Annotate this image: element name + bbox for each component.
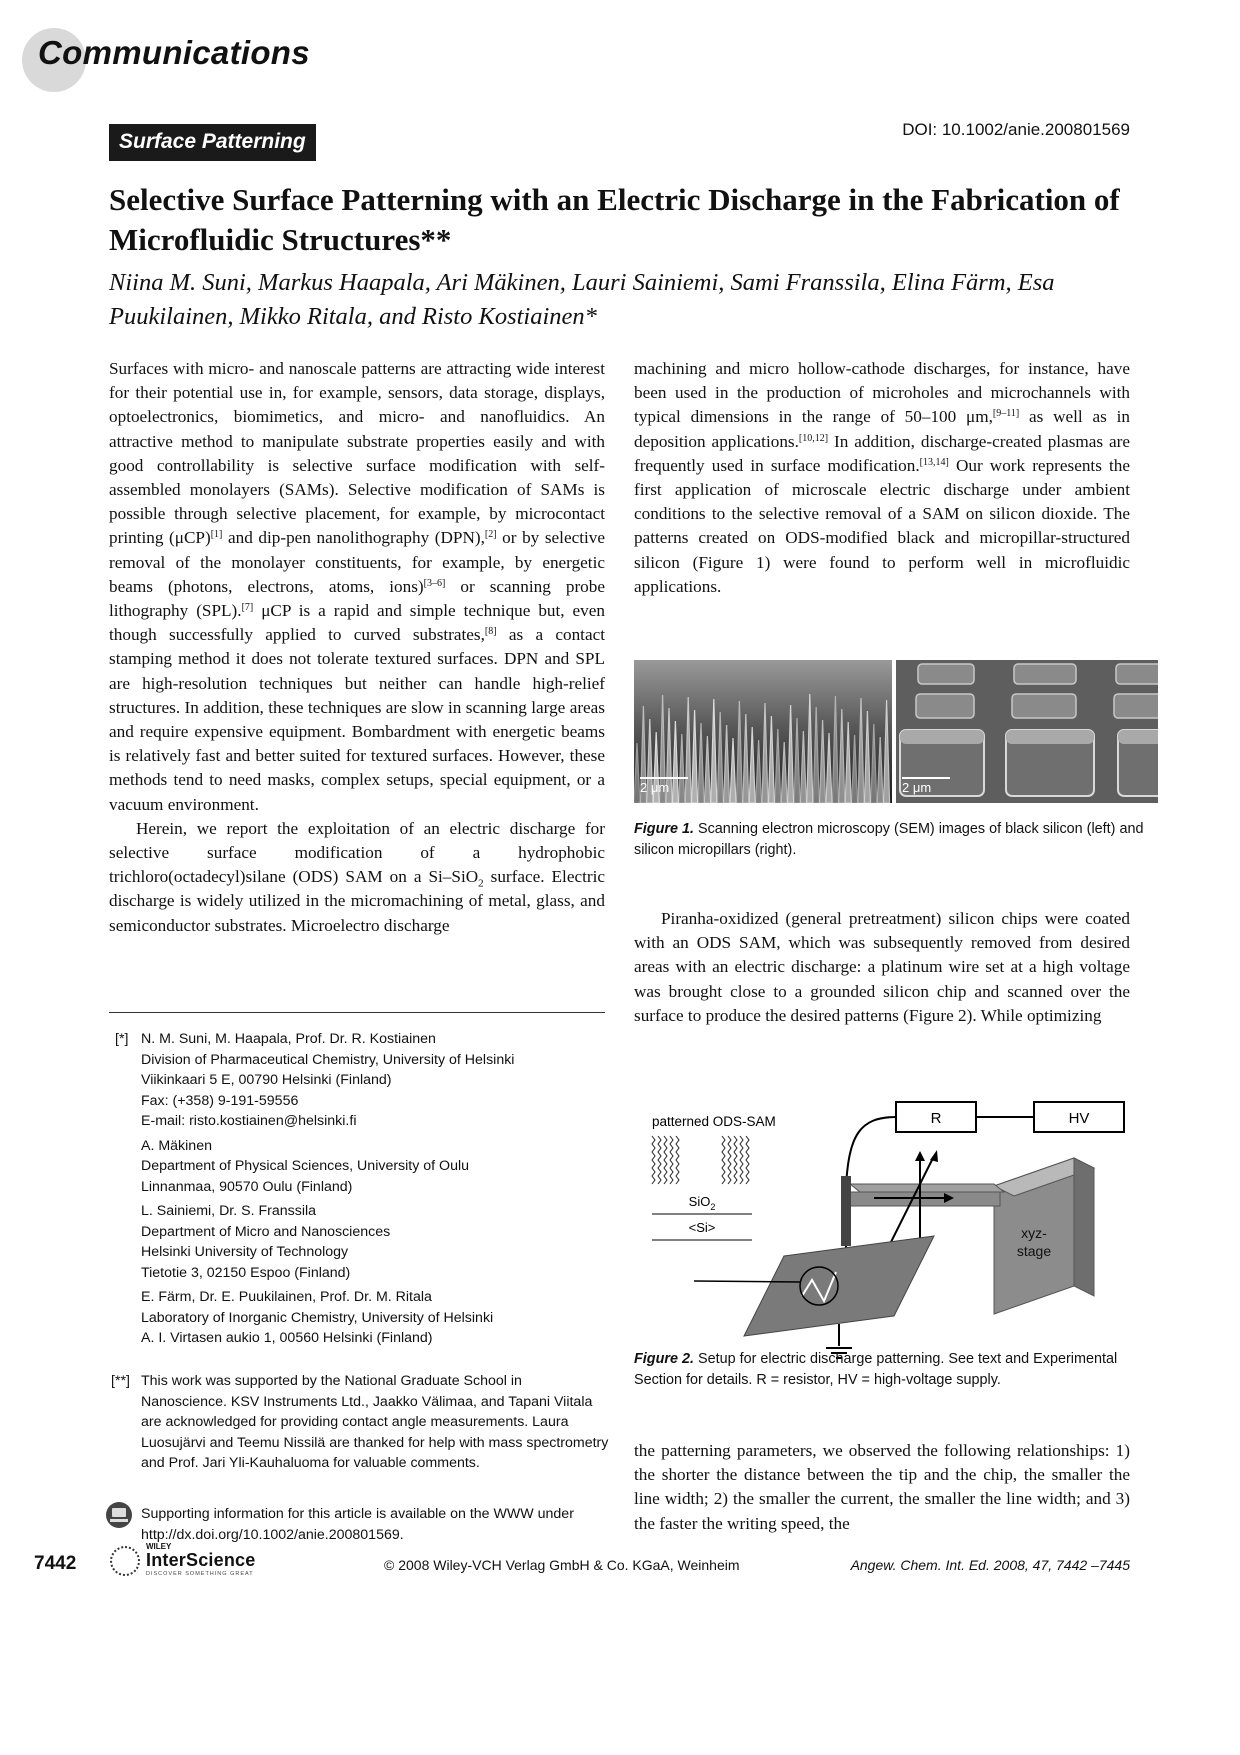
stage-label-1: xyz- [1021, 1225, 1047, 1241]
paragraph-discharge: machining and micro hollow-cathode discharges, for instance, have been used in the production of microholes and microchannels with typical dimensions in the range of 50–100 μm,[9–11] as well as in deposition applications.[10,12] In addition, discharge-created plasmas are frequently used in surface modification.[13,14] Our work represents the first application of microscale electric discharge under ambient conditions to the selective removal of a SAM on silicon dioxide. The patterns created on ODS-modified black and micropillar-structured silicon (Figure 1) were found to perform well in microfluidic applications. [634, 359, 1131, 596]
body-column-right-mid [634, 907, 1130, 1028]
body-column-right-bottom [634, 1439, 1130, 1536]
interscience-logo-icon [110, 1546, 140, 1576]
citation-ref[interactable]: [9–11] [992, 408, 1020, 420]
sem-image-black-silicon [634, 660, 892, 803]
citation-ref[interactable]: [3–6] [423, 577, 446, 589]
page-number: 7442 [34, 1553, 77, 1574]
copyright: © 2008 Wiley-VCH Verlag GmbH & Co. KGaA, Weinheim [384, 1557, 740, 1573]
citation-ref[interactable]: [10,12] [798, 432, 829, 444]
citation-ref[interactable]: [8] [484, 626, 497, 638]
email-link[interactable]: E-mail: risto.kostiainen@helsinki.fi [141, 1113, 357, 1129]
paragraph-intro: Surfaces with micro- and nanoscale patterns are attracting wide interest for their potential use in, for example, sensors, data storage, displays, optoelectronics, biomimetics, and micro- and nanofluidics. An attractive method to manipulate substrate properties easily and with good controllability is selective surface modification with self-assembled monolayers (SAMs). Selective modification of SAMs is possible through selective placement, for example, by microcontact printing (μCP)[1] and dip-pen nanolithography (DPN),[2] or by selective removal of the monolayer constituents, for example, by energetic beams (photons, electrons, atoms, ions)[3–6] or scanning probe lithography (SPL).[7] μCP is a rapid and simple technique but, even though successfully applied to curved substrates,[8] as a contact stamping method it does not tolerate textured surfaces. DPN and SPL are high-resolution techniques but neither can handle high-relief structures. In addition, these techniques are slow in scanning large areas and require expensive equipment. Bombardment with energetic beams is relatively fast and better suited for textured surfaces. However, these methods tend to need masks, complex setups, special equipment, or a vacuum environment. [109, 359, 605, 814]
scale-bar-left: 2 μm [640, 780, 670, 795]
black-silicon-texture [634, 660, 892, 803]
paragraph-piranha: Piranha-oxidized (general pretreatment) silicon chips were coated with an ODS SAM, which was subsequently removed from desired areas with an electric discharge: a platinum wire set at a high voltage was brought close to a grounded silicon chip and scanned over the surface to produce the desired patterns (Figure 2). While optimizing [634, 909, 1130, 1025]
interscience-tagline: DISCOVER SOMETHING GREAT [146, 1571, 254, 1577]
footnote-mark-double-star: [**] [111, 1373, 130, 1389]
si-label: <Si> [688, 1220, 716, 1235]
article-title: Selective Surface Patterning with an Electric Discharge in the Fabrication of Microfluidic Structures** [109, 182, 1120, 257]
affiliation-oulu: A. Mäkinen Department of Physical Sciences, University of Oulu Linnanmaa, 90570 Oulu (Finland) [141, 1137, 470, 1195]
doi-link[interactable]: DOI: 10.1002/anie.200801569 [902, 120, 1130, 139]
footnote-mark-star: [*] [115, 1031, 129, 1047]
affiliation-tkk: L. Sainiemi, Dr. S. Franssila Department of Micro and Nanosciences Helsinki University of Technology Tietotie 3, 02150 Espoo (Finland) [141, 1203, 391, 1281]
sem-image-micropillars [896, 660, 1158, 803]
stage-label-2: stage [1016, 1243, 1052, 1259]
micropillar-render [896, 660, 1158, 803]
setup-diagram [634, 1096, 1144, 1346]
resistor-label: R [930, 1110, 942, 1127]
interscience-logo: InterScience [146, 1550, 256, 1570]
paragraph-parameters: the patterning parameters, we observed the following relationships: 1) the shorter the distance between the tip and the chip, the smaller the line width; 2) the smaller the current, the smaller the line width; and 3) the faster the writing speed, the [634, 1441, 1130, 1533]
footnote-affiliations [109, 1029, 609, 1349]
figure2-caption: Figure 2. Setup for electric discharge patterning. See text and Experimental Section for details. R = resistor, HV = high-voltage supply. [634, 1351, 1118, 1388]
affiliation-helsinki: N. M. Suni, M. Haapala, Prof. Dr. R. Kostiainen Division of Pharmaceutical Chemistry, University of Helsinki Viikinkaari 5 E, 00790 Helsinki (Finland) Fax: (+358) 9-191-59556 E-mail: risto.kostiainen@helsinki.fi [141, 1029, 609, 1132]
author-list: Niina M. Suni, Markus Haapala, Ari Mäkinen, Lauri Sainiemi, Sami Franssila, Elina Färm, Esa Puukilainen, Mikko Ritala, and Risto Kostiainen* [109, 269, 1055, 330]
figure2-label: Figure 2. [634, 1351, 694, 1367]
figure1-caption: Figure 1. Scanning electron microscopy (SEM) images of black silicon (left) and silicon micropillars (right). [634, 821, 1144, 858]
figure1-label: Figure 1. [634, 821, 694, 837]
citation-ref[interactable]: [2] [484, 529, 497, 541]
citation-ref[interactable]: [1] [210, 529, 223, 541]
footnote-supporting-info: Supporting information for this article is available on the WWW under http://dx.doi.org/10.1002/anie.200801569. [141, 1506, 574, 1543]
body-column-right-top [634, 357, 1130, 599]
body-column-left [109, 357, 605, 938]
sam-label: patterned ODS-SAM [652, 1114, 776, 1129]
wiley-logo-text: WILEY [146, 1542, 172, 1551]
citation-ref[interactable]: [13,14] [919, 456, 949, 468]
wire [846, 1117, 896, 1186]
journal-citation: Angew. Chem. Int. Ed. 2008, 47, 7442 –7445 [850, 1557, 1130, 1573]
citation-ref[interactable]: [7] [241, 602, 254, 614]
footnote-acknowledgment: [**] This work was supported by the National Graduate School in Nanoscience. KSV Instruments Ltd., Jaakko Välimaa, and Tapani Viitala are acknowledged for providing contact angle measurements. Laura Luosujärvi and Teemu Nissilä are thanked for help with mass spectrometry and Prof. Jari Yli-Kauhaluoma for valuable comments. [111, 1373, 609, 1471]
sio2-label: SiO$_2$ [688, 1194, 716, 1212]
footnote-divider [109, 1012, 605, 1013]
hv-label: HV [1068, 1110, 1090, 1127]
paragraph-herein: Herein, we report the exploitation of an electric discharge for selective surface modification of a hydrophobic trichloro(octadecyl)silane (ODS) SAM on a Si–SiO$_2$ surface. Electric discharge is widely utilized in the micromachining of metal, glass, and semiconductor substrates. Microelectro discharge [109, 818, 605, 935]
section-title: Communications [38, 34, 310, 71]
affiliation-inorganic: E. Färm, Dr. E. Puukilainen, Prof. Dr. M. Ritala Laboratory of Inorganic Chemistry, University of Helsinki A. I. Virtasen aukio 1, 00560 Helsinki (Finland) [141, 1289, 494, 1346]
scale-bar-right: 2 μm [902, 780, 932, 795]
topic-label: Surface Patterning [109, 124, 316, 161]
